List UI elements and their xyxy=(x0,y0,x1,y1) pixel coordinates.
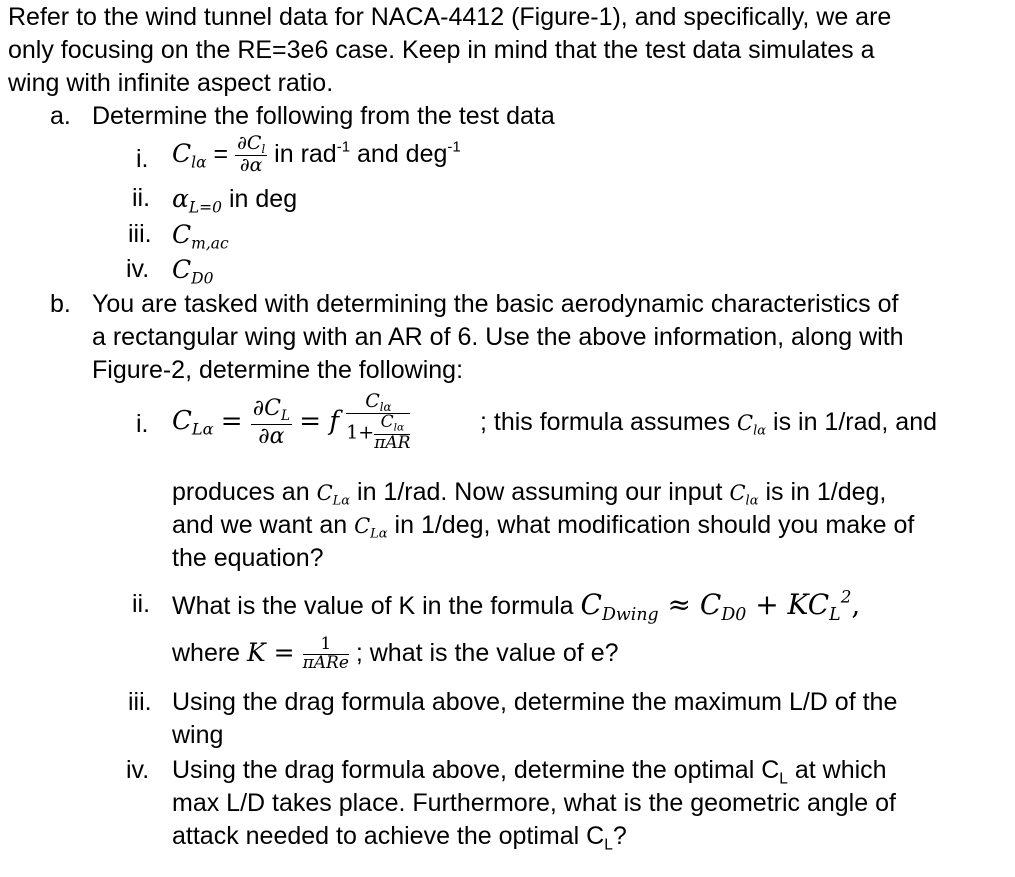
part-a-text: Determine the following from the test data xyxy=(92,102,555,130)
cm-ac-symbol: $C_{m,ac}$ xyxy=(172,220,229,253)
part-b-item-iv-marker: iv. xyxy=(126,756,150,784)
cl-alpha-wing-symbol: $C_{L\alpha}$ xyxy=(172,406,214,440)
part-a-item-iv-marker: iv. xyxy=(126,255,150,283)
part-a-item-i-marker: i. xyxy=(136,145,149,173)
intro-line-2: only focusing on the RE=3e6 case. Keep in mind that the test data simulates a xyxy=(8,36,875,64)
part-b-line-3: Figure-2, determine the following: xyxy=(92,356,464,384)
equals-sign: = xyxy=(213,139,236,168)
part-b-item-i-line-2: produces an $C_{L\alpha}$ in 1/rad. Now assuming our input $C_{l\alpha}$ is in 1/deg, xyxy=(172,478,887,509)
part-a-item-i-units: in rad$^{-1}$ and deg$^{-1}$ xyxy=(274,138,461,168)
partial-derivative-cl-alpha: $\frac{\partial C_l}{\partial\alpha}$ xyxy=(237,132,266,177)
part-b-item-ii-line-1: What is the value of K in the formula $C_{Dwing} \approx C_{D0} + KC_L^2$, xyxy=(172,586,861,625)
intro-line-1: Refer to the wind tunnel data for NACA-4412 (Figure-1), and specifically, we are xyxy=(8,3,892,31)
part-a-item-iii-marker: iii. xyxy=(128,220,152,248)
drag-polar-formula: $C_{Dwing} \approx C_{D0} + KC_L^2$, xyxy=(580,586,861,625)
part-b-item-iii-marker: iii. xyxy=(128,688,152,716)
cl-alpha-symbol: $C_{l\alpha}$ xyxy=(172,138,207,172)
intro-line-3: wing with infinite aspect ratio. xyxy=(8,69,334,97)
part-b-item-iv-line-1: Using the drag formula above, determine the optimal $C_L$ at which xyxy=(172,756,887,788)
part-b-line-2: a rectangular wing with an AR of 6. Use the above information, along with xyxy=(92,323,904,351)
lift-slope-formula: $C_{L\alpha}$ = $\frac{\partial C_L}{\partial\alpha}$ = f $C_{l\alpha}$ 1+ $\frac{C_{l\alpha}}{\text{πAR}}$ xyxy=(172,390,411,454)
part-b-item-i-line-4: the equation? xyxy=(172,544,324,572)
cd0-symbol: $C_{D0}$ xyxy=(172,255,214,288)
partial-derivative-cl: $\frac{\partial C_L}{\partial\alpha}$ xyxy=(252,396,291,449)
part-b-item-ii-marker: ii. xyxy=(132,590,151,618)
part-b-item-iii-line-2: wing xyxy=(172,721,224,749)
part-a-item-i xyxy=(172,134,461,176)
part-b-item-i-note: ; this formula assumes $C_{l\alpha}$ is in 1/rad, and xyxy=(480,408,938,439)
part-a-item-ii: $\alpha_{L=0}$ in deg xyxy=(172,184,298,217)
part-b-item-i-line-3: and we want an $C_{L\alpha}$ in 1/deg, what modification should you make of xyxy=(172,511,915,542)
part-b-marker: b. xyxy=(50,290,71,318)
part-b-item-iv-line-3: attack needed to achieve the optimal $C_L$? xyxy=(172,822,627,854)
part-a-marker: a. xyxy=(50,102,71,130)
part-b-line-1: You are tasked with determining the basic aerodynamic characteristics of xyxy=(92,290,899,318)
part-b-item-iii-line-1: Using the drag formula above, determine the maximum L/D of the xyxy=(172,688,898,716)
part-b-item-iv-line-2: max L/D takes place. Furthermore, what is the geometric angle of xyxy=(172,789,896,817)
alpha-zero-lift-symbol: $\alpha_{L=0}$ xyxy=(172,184,223,217)
part-b-item-i-marker: i. xyxy=(136,410,149,438)
lift-slope-fraction: $C_{l\alpha}$ 1+ $\frac{C_{l\alpha}}{\text{πAR}}$ xyxy=(346,390,411,454)
part-a-item-ii-marker: ii. xyxy=(132,184,151,212)
part-b-item-ii-line-2: where K = $\frac{1}{\text{πARe}}$ ; what is the value of e? xyxy=(172,634,619,673)
k-fraction: $\frac{1}{\text{πARe}}$ xyxy=(302,634,349,673)
